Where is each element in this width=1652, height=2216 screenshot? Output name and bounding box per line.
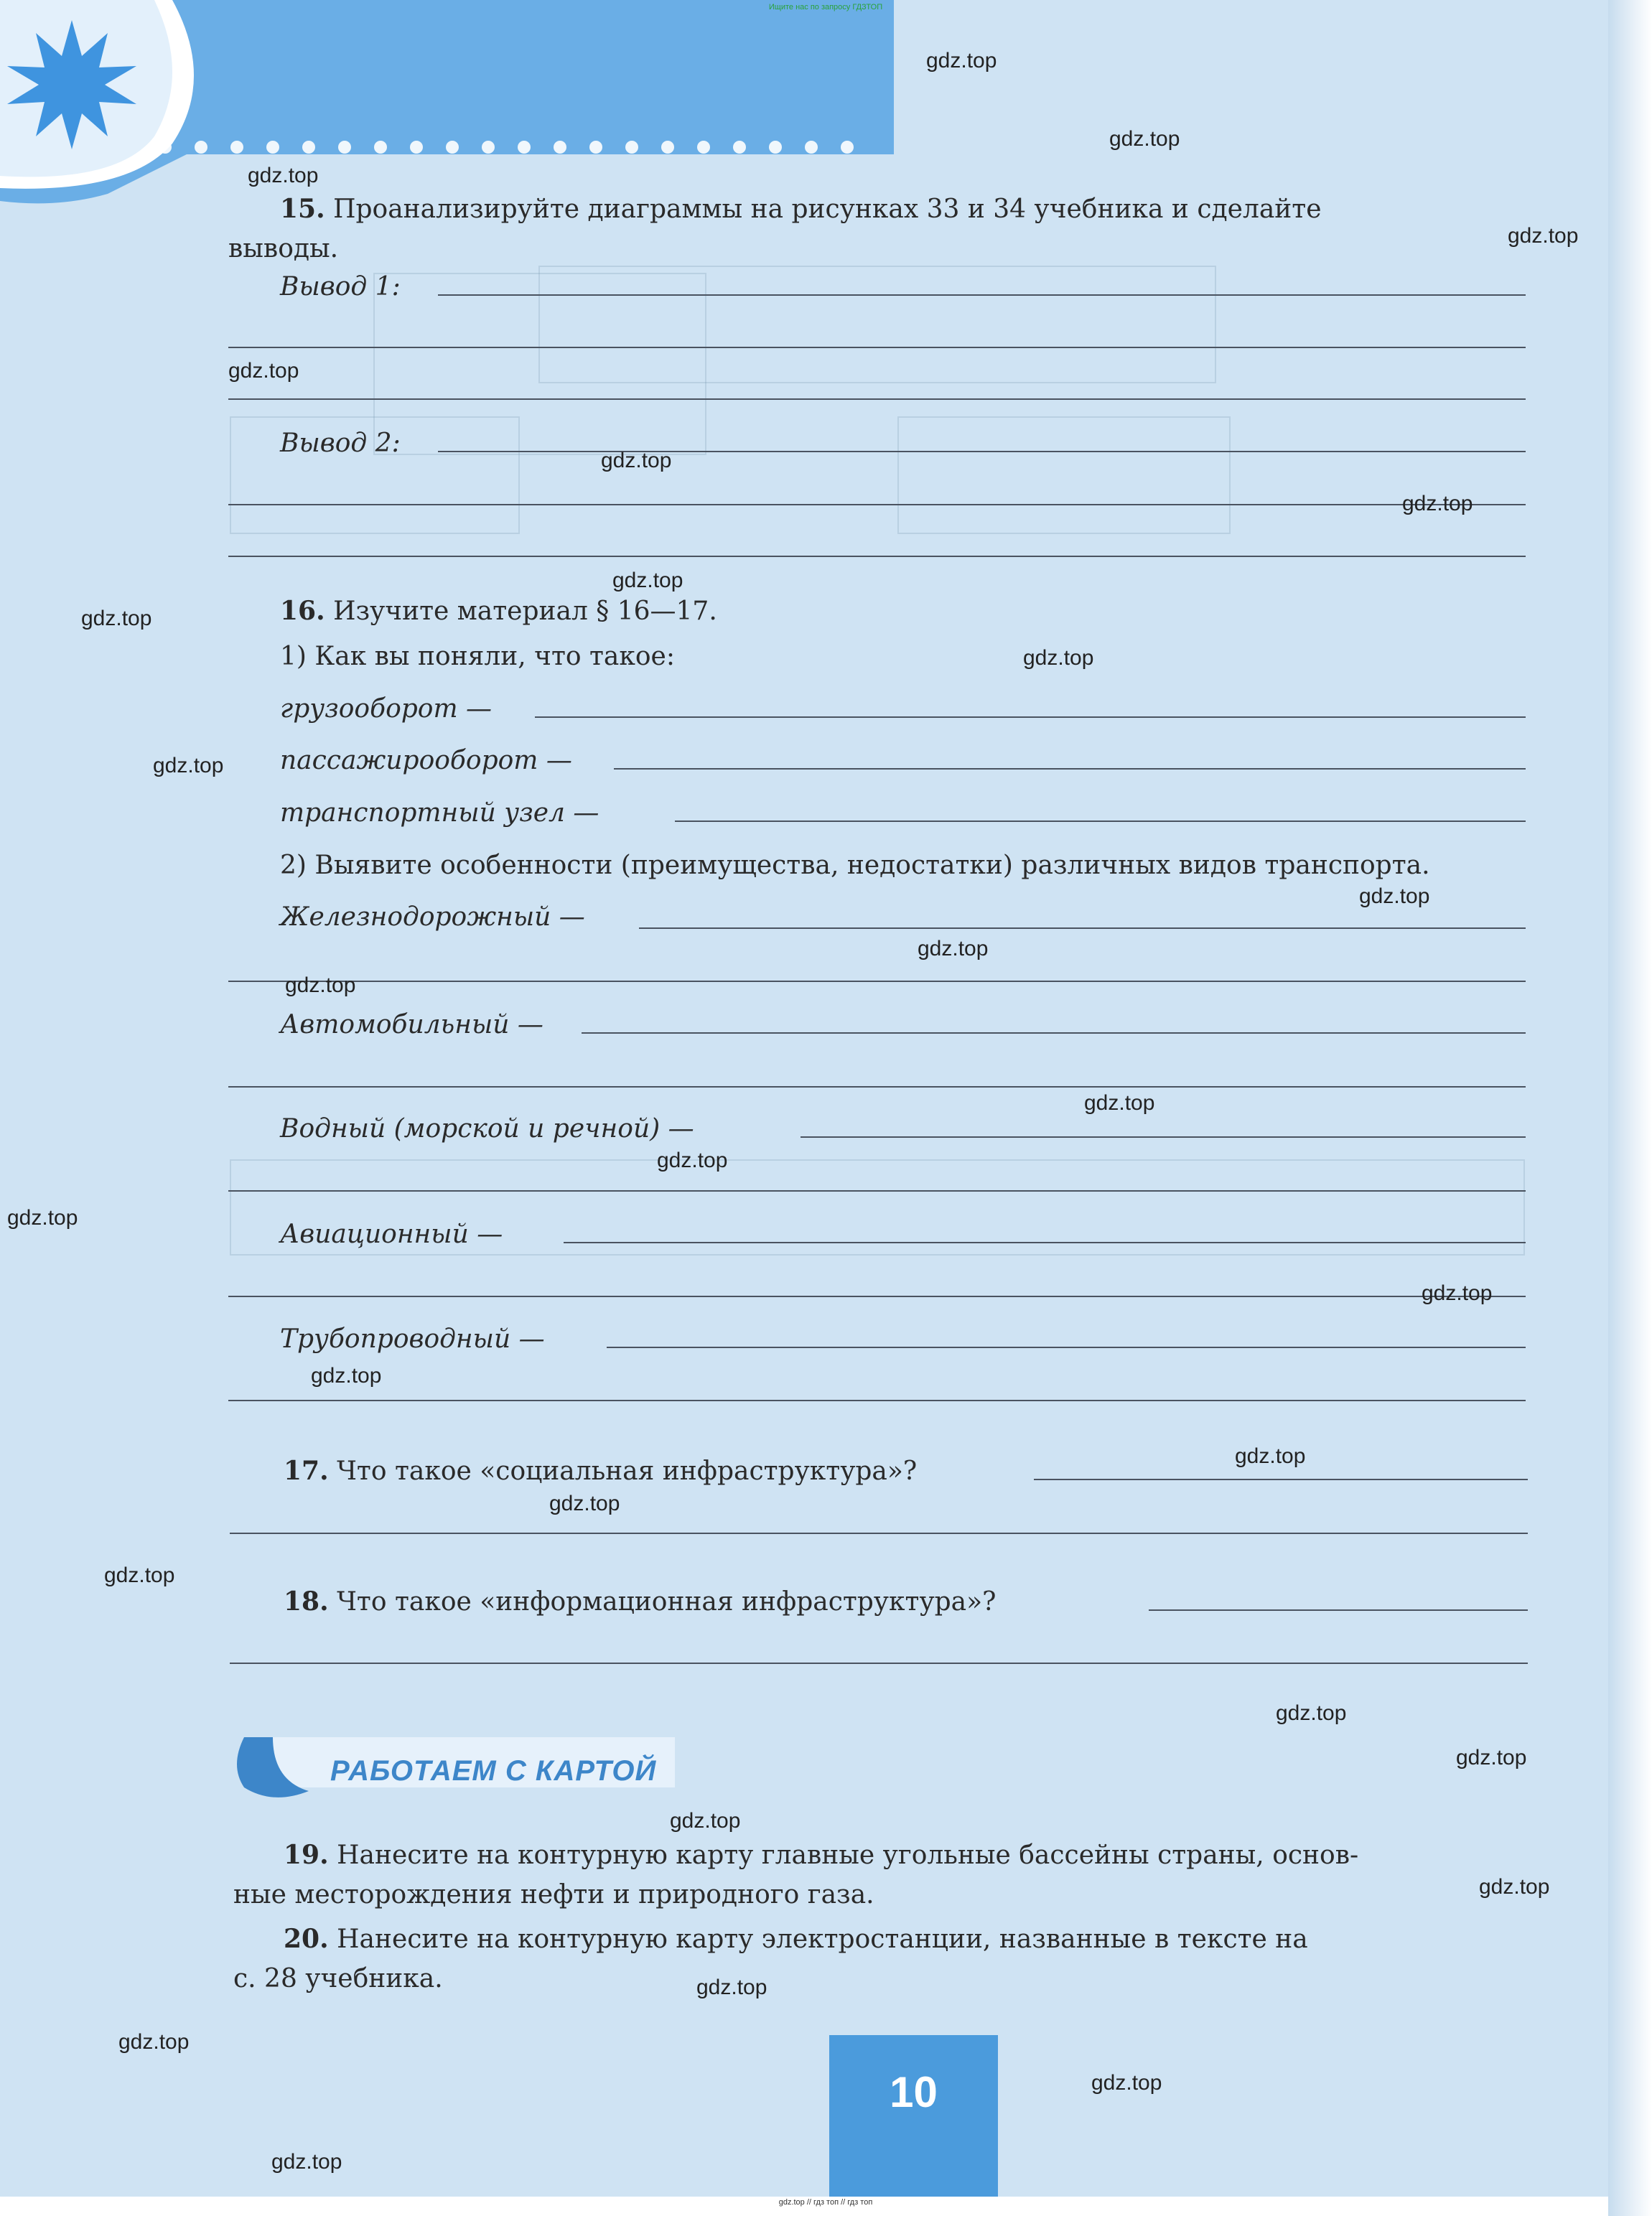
answer-line — [801, 1136, 1526, 1138]
watermark: gdz.top — [271, 2150, 342, 2174]
bottom-note: gdz.top // гдз топ // гдз топ — [778, 2198, 873, 2207]
task15-line1: 15. Проанализируйте диаграммы на рисунках 33 и 34 учебника и сделайте — [280, 194, 1322, 224]
answer-line — [228, 1400, 1526, 1401]
watermark: gdz.top — [926, 49, 997, 73]
task16-title: 16. Изучите материал § 16—17. — [280, 596, 717, 626]
watermark: gdz.top — [1023, 646, 1094, 670]
watermark: gdz.top — [657, 1149, 728, 1172]
watermark: gdz.top — [104, 1563, 175, 1587]
watermark: gdz.top — [1359, 884, 1430, 908]
task15-line2: выводы. — [228, 234, 339, 263]
task20-line1: 20. Нанесите на контурную карту электростанции, названные в тексте на — [284, 1924, 1308, 1954]
answer-line — [1034, 1479, 1528, 1480]
answer-line — [228, 981, 1526, 982]
answer-line — [438, 294, 1526, 296]
answer-line — [228, 504, 1526, 505]
watermark: gdz.top — [81, 607, 152, 630]
answer-line — [614, 768, 1526, 770]
transport-label: Железнодорожный — — [280, 902, 585, 932]
watermark: gdz.top — [228, 359, 299, 383]
conclusion1-label: Вывод 1: — [280, 272, 401, 301]
task18-text: 18. Что такое «информационная инфраструктура»? — [284, 1586, 997, 1617]
answer-line — [675, 821, 1526, 822]
watermark: gdz.top — [7, 1206, 78, 1230]
answer-line — [1149, 1609, 1528, 1611]
task19-line1: 19. Нанесите на контурную карту главные угольные бассейны страны, основ- — [284, 1840, 1359, 1870]
watermark: gdz.top — [1276, 1701, 1347, 1725]
watermark: gdz.top — [1456, 1746, 1527, 1769]
top-note: Ищите нас по запросу ГДЗТОП — [768, 3, 883, 11]
watermark: gdz.top — [601, 449, 672, 472]
watermark: gdz.top — [1091, 2071, 1162, 2095]
task16-q2: 2) Выявите особенности (преимущества, недостатки) различных видов транспорта. — [280, 851, 1430, 880]
task17-text: 17. Что такое «социальная инфраструктура»? — [284, 1456, 918, 1486]
watermark: gdz.top — [285, 973, 356, 997]
task16-q1: 1) Как вы поняли, что такое: — [280, 642, 675, 671]
show-through — [897, 416, 1231, 534]
watermark: gdz.top — [612, 569, 683, 592]
watermark: gdz.top — [248, 164, 319, 187]
answer-line — [230, 1663, 1528, 1664]
watermark: gdz.top — [1508, 224, 1579, 248]
watermark: gdz.top — [1402, 492, 1473, 515]
term-label: пассажирооборот — — [280, 746, 572, 775]
transport-label: Автомобильный — — [280, 1010, 543, 1039]
page-spine — [1608, 0, 1652, 2216]
show-through — [538, 266, 1216, 383]
transport-label: Водный (морской и речной) — — [280, 1114, 694, 1144]
answer-line — [639, 927, 1526, 929]
page-number: 10 — [890, 2068, 938, 2116]
answer-line — [228, 1190, 1526, 1192]
watermark: gdz.top — [696, 1976, 767, 1999]
answer-line — [564, 1242, 1526, 1243]
answer-line — [228, 1086, 1526, 1088]
answer-line — [582, 1032, 1526, 1034]
answer-line — [607, 1347, 1526, 1348]
watermark: gdz.top — [1479, 1875, 1550, 1899]
answer-line — [228, 556, 1526, 557]
watermark: gdz.top — [1422, 1281, 1493, 1305]
answer-line — [228, 347, 1526, 348]
term-label: транспортный узел — — [280, 798, 599, 828]
watermark: gdz.top — [1084, 1091, 1155, 1115]
watermark: gdz.top — [549, 1492, 620, 1515]
watermark: gdz.top — [118, 2030, 190, 2054]
watermark: gdz.top — [1109, 127, 1180, 151]
watermark: gdz.top — [153, 754, 224, 777]
section-banner-label: РАБОТАЕМ С КАРТОЙ — [330, 1755, 657, 1787]
term-label: грузооборот — — [280, 694, 493, 724]
answer-line — [230, 1533, 1528, 1534]
answer-line — [228, 398, 1526, 400]
watermark: gdz.top — [918, 937, 989, 960]
answer-line — [535, 716, 1526, 718]
transport-label: Авиационный — — [280, 1220, 503, 1249]
answer-line — [228, 1296, 1526, 1297]
header-decoration — [0, 0, 905, 208]
task19-line2: ные месторождения нефти и природного газа. — [233, 1880, 874, 1909]
watermark: gdz.top — [670, 1809, 741, 1833]
conclusion2-label: Вывод 2: — [280, 429, 401, 458]
watermark: gdz.top — [311, 1364, 382, 1388]
watermark: gdz.top — [1235, 1444, 1306, 1468]
transport-label: Трубопроводный — — [280, 1324, 545, 1354]
task20-line2: с. 28 учебника. — [233, 1964, 443, 1993]
